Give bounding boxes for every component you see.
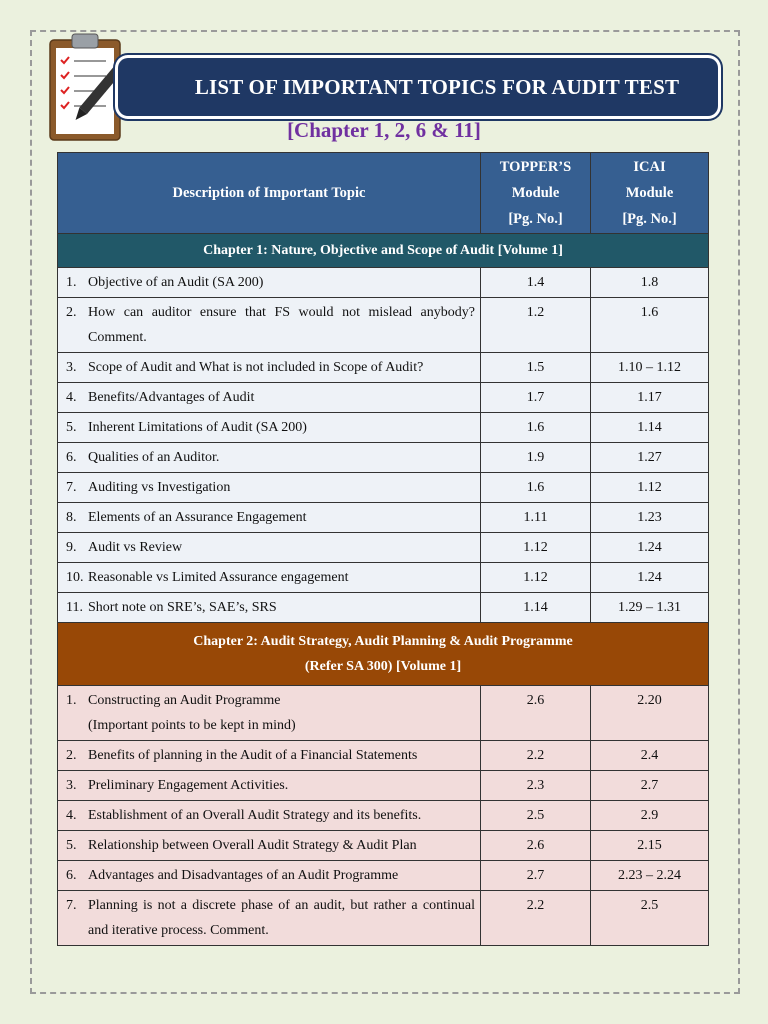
topic-cell [58,298,481,353]
toppers-page: 1.9 [481,443,591,473]
table-row [58,268,709,298]
topic-text: Preliminary Engagement Activities. [88,778,289,793]
topic-cell [58,503,481,533]
table-row [58,831,709,861]
toppers-page: 2.5 [481,801,591,831]
topic-text: Advantages and Disadvantages of an Audit Programme [88,868,399,883]
table-row [58,593,709,623]
header-toppers: TOPPER’S Module [Pg. No.] [481,153,591,234]
icai-page: 1.14 [591,413,709,443]
topic-cell [58,443,481,473]
topic-number: 10. [66,570,84,585]
icai-page: 1.23 [591,503,709,533]
toppers-page: 1.4 [481,268,591,298]
topic-text: Planning is not a discrete phase of an audit, but rather a continual and iterative process. Comment. [88,898,475,938]
icai-page: 1.24 [591,533,709,563]
toppers-page: 2.7 [481,861,591,891]
topic-number: 6. [66,450,77,465]
icai-page: 1.6 [591,298,709,353]
icai-page: 2.15 [591,831,709,861]
table-row [58,891,709,946]
table-header [58,153,709,234]
topic-text: Inherent Limitations of Audit (SA 200) [88,420,307,435]
topic-cell [58,473,481,503]
topic-cell [58,593,481,623]
topic-text: Objective of an Audit (SA 200) [88,275,264,290]
toppers-page: 2.6 [481,686,591,741]
toppers-page: 1.12 [481,533,591,563]
topic-text: Short note on SRE’s, SAE’s, SRS [88,600,277,615]
topic-number: 5. [66,420,77,435]
table-row [58,563,709,593]
topic-text-line: (Important points to be kept in mind) [88,718,296,733]
icai-page: 2.23 – 2.24 [591,861,709,891]
icai-page: 1.8 [591,268,709,298]
table-row [58,443,709,473]
topic-cell [58,891,481,946]
header-description: Description of Important Topic [58,153,481,234]
toppers-page: 1.6 [481,473,591,503]
topic-text-line: Constructing an Audit Programme [88,693,281,708]
topic-text: Relationship between Overall Audit Strategy & Audit Plan [88,838,417,853]
toppers-page: 1.12 [481,563,591,593]
table-row [58,771,709,801]
topic-number: 4. [66,390,77,405]
topic-text: Audit vs Review [88,540,183,555]
page-subtitle: [Chapter 1, 2, 6 & 11] [287,118,481,142]
topic-cell [58,831,481,861]
icai-page: 2.4 [591,741,709,771]
table-row [58,413,709,443]
topic-cell [58,563,481,593]
header-icai: ICAI Module [Pg. No.] [591,153,709,234]
topic-cell [58,686,481,741]
topic-number: 2. [66,748,77,763]
topic-number: 5. [66,838,77,853]
topic-number: 11. [66,600,83,615]
topic-text [88,688,475,738]
topic-cell [58,771,481,801]
icai-page: 1.27 [591,443,709,473]
toppers-page: 1.2 [481,298,591,353]
icai-page: 2.20 [591,686,709,741]
topic-number: 3. [66,360,77,375]
table-row [58,533,709,563]
toppers-page: 1.11 [481,503,591,533]
topic-cell [58,268,481,298]
topics-table [57,152,709,946]
topic-cell [58,353,481,383]
topic-cell [58,801,481,831]
toppers-page: 1.5 [481,353,591,383]
toppers-page: 2.2 [481,741,591,771]
table-row [58,298,709,353]
table-row [58,353,709,383]
table-row [58,503,709,533]
topic-cell [58,413,481,443]
icai-page: 1.24 [591,563,709,593]
topic-number: 6. [66,868,77,883]
toppers-page: 1.14 [481,593,591,623]
table-row [58,801,709,831]
table-row [58,741,709,771]
table-row [58,383,709,413]
icai-page: 1.12 [591,473,709,503]
topic-number: 7. [66,898,77,913]
page-title: LIST OF IMPORTANT TOPICS FOR AUDIT TEST [194,74,680,99]
topic-number: 1. [66,275,77,290]
topic-number: 3. [66,778,77,793]
toppers-page: 2.6 [481,831,591,861]
table-row [58,473,709,503]
toppers-page: 2.2 [481,891,591,946]
chapter-heading: Chapter 2: Audit Strategy, Audit Planning & Audit Programme (Refer SA 300) [Volume 1] [58,623,709,686]
topic-number: 4. [66,808,77,823]
title-banner [118,58,718,116]
icai-page: 2.5 [591,891,709,946]
icai-page: 2.7 [591,771,709,801]
topic-text: Scope of Audit and What is not included in Scope of Audit? [88,360,424,375]
topic-number: 1. [66,693,77,708]
icai-page: 2.9 [591,801,709,831]
topic-cell [58,383,481,413]
icai-page: 1.10 – 1.12 [591,353,709,383]
topic-cell [58,741,481,771]
toppers-page: 2.3 [481,771,591,801]
topic-number: 9. [66,540,77,555]
topic-text: Benefits of planning in the Audit of a Financial Statements [88,748,418,763]
topic-text: Elements of an Assurance Engagement [88,510,307,525]
table-row [58,686,709,741]
topic-cell [58,861,481,891]
table-row [58,861,709,891]
topic-text: Establishment of an Overall Audit Strategy and its benefits. [88,808,422,823]
topic-cell [58,533,481,563]
topic-number: 8. [66,510,77,525]
topic-number: 7. [66,480,77,495]
topic-number: 2. [66,305,77,320]
icai-page: 1.29 – 1.31 [591,593,709,623]
toppers-page: 1.6 [481,413,591,443]
topic-text: How can auditor ensure that FS would not mislead anybody? Comment. [88,305,475,345]
topic-text: Qualities of an Auditor. [88,450,220,465]
topic-text: Benefits/Advantages of Audit [88,390,255,405]
toppers-page: 1.7 [481,383,591,413]
icai-page: 1.17 [591,383,709,413]
topic-text: Reasonable vs Limited Assurance engagement [88,570,349,585]
chapter-heading: Chapter 1: Nature, Objective and Scope of Audit [Volume 1] [58,234,709,268]
topic-text: Auditing vs Investigation [88,480,231,495]
